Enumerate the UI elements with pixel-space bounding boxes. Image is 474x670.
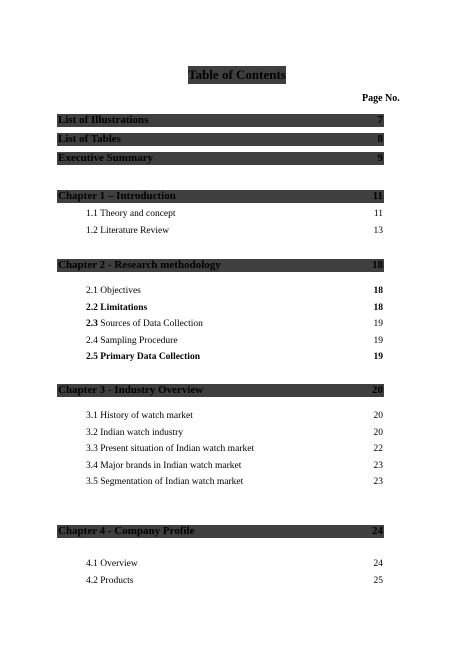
toc-section-2-4[interactable] — [86, 335, 384, 348]
toc-section-1-1[interactable] — [86, 208, 384, 221]
page-title: Table of Contents — [188, 67, 286, 82]
chapter-label: Chapter 3 - Industry Overview — [58, 384, 204, 396]
section-number: 2.3 — [86, 319, 98, 329]
section-number: 3.5 — [86, 477, 98, 487]
toc-section-2-3[interactable] — [86, 318, 384, 331]
toc-section-2-1[interactable] — [86, 285, 384, 298]
toc-chapter-3[interactable] — [57, 384, 384, 397]
section-number: 2.2 — [86, 303, 98, 313]
page-no-header: Page No. — [362, 93, 400, 104]
chapter-label: Chapter 1 – Introduction — [58, 190, 176, 202]
toc-section-2-5[interactable] — [86, 351, 384, 364]
chapter-page: 24 — [372, 525, 383, 537]
section-title: Indian watch industry — [100, 428, 184, 438]
section-title: Limitations — [100, 303, 148, 313]
section-number: 2.1 — [86, 286, 98, 296]
section-number: 1.2 — [86, 226, 98, 236]
toc-entry-list-of-illustrations[interactable] — [57, 114, 384, 127]
section-title: Theory and concept — [100, 209, 176, 219]
section-title: Sources of Data Collection — [100, 319, 203, 329]
section-title: Objectives — [100, 286, 141, 296]
toc-chapter-1[interactable] — [57, 190, 384, 203]
toc-section-4-2[interactable] — [86, 575, 384, 588]
section-page: 20 — [373, 428, 383, 438]
section-title: Products — [100, 576, 134, 586]
section-page: 23 — [373, 477, 383, 487]
toc-section-3-3[interactable] — [86, 443, 384, 456]
toc-entry-page: 8 — [377, 133, 383, 145]
toc-entry-label: Executive Summary — [58, 152, 154, 164]
section-page: 19 — [373, 319, 383, 329]
section-page: 19 — [373, 352, 383, 362]
section-page: 25 — [373, 576, 383, 586]
section-number: 4.1 — [86, 559, 98, 569]
toc-entry-label: List of Illustrations — [58, 114, 149, 126]
toc-chapter-2[interactable] — [57, 259, 384, 272]
section-number: 4.2 — [86, 576, 98, 586]
section-title: Literature Review — [100, 226, 170, 236]
toc-section-3-1[interactable] — [86, 410, 384, 423]
toc-entry-list-of-tables[interactable] — [57, 133, 384, 146]
section-title: Primary Data Collection — [100, 352, 200, 362]
toc-entry-label: List of Tables — [58, 133, 121, 145]
section-number: 1.1 — [86, 209, 98, 219]
toc-section-3-4[interactable] — [86, 460, 384, 473]
section-title: Overview — [100, 559, 138, 569]
toc-section-3-2[interactable] — [86, 427, 384, 440]
section-page: 24 — [373, 559, 383, 569]
section-page: 20 — [373, 411, 383, 421]
section-page: 22 — [373, 444, 383, 454]
chapter-label: Chapter 4 - Company Profile — [58, 525, 195, 537]
section-number: 3.2 — [86, 428, 98, 438]
section-number: 3.3 — [86, 444, 98, 454]
toc-section-3-5[interactable] — [86, 476, 384, 489]
chapter-label: Chapter 2 - Research methodology — [58, 259, 221, 271]
section-page: 11 — [373, 209, 383, 219]
toc-entry-page: 7 — [377, 114, 383, 126]
toc-section-4-1[interactable] — [86, 558, 384, 571]
section-title: History of watch market — [100, 411, 193, 421]
toc-chapter-4[interactable] — [57, 525, 384, 538]
chapter-page: 18 — [372, 259, 383, 271]
section-number: 3.4 — [86, 461, 98, 471]
section-number: 2.5 — [86, 352, 98, 362]
toc-section-1-2[interactable] — [86, 225, 384, 238]
section-page: 19 — [373, 336, 383, 346]
section-title: Present situation of Indian watch market — [100, 444, 255, 454]
section-page: 23 — [373, 461, 383, 471]
section-page: 18 — [373, 286, 383, 296]
section-title: Sampling Procedure — [100, 336, 178, 346]
section-title: Major brands in Indian watch market — [100, 461, 242, 471]
section-page: 18 — [373, 303, 383, 313]
toc-section-2-2[interactable] — [86, 302, 384, 315]
toc-entry-executive-summary[interactable] — [57, 152, 384, 165]
section-number: 3.1 — [86, 411, 98, 421]
chapter-page: 11 — [372, 190, 383, 202]
section-title: Segmentation of Indian watch market — [100, 477, 244, 487]
chapter-page: 20 — [372, 384, 383, 396]
section-number: 2.4 — [86, 336, 98, 346]
toc-entry-page: 9 — [377, 152, 383, 164]
section-page: 13 — [373, 226, 383, 236]
